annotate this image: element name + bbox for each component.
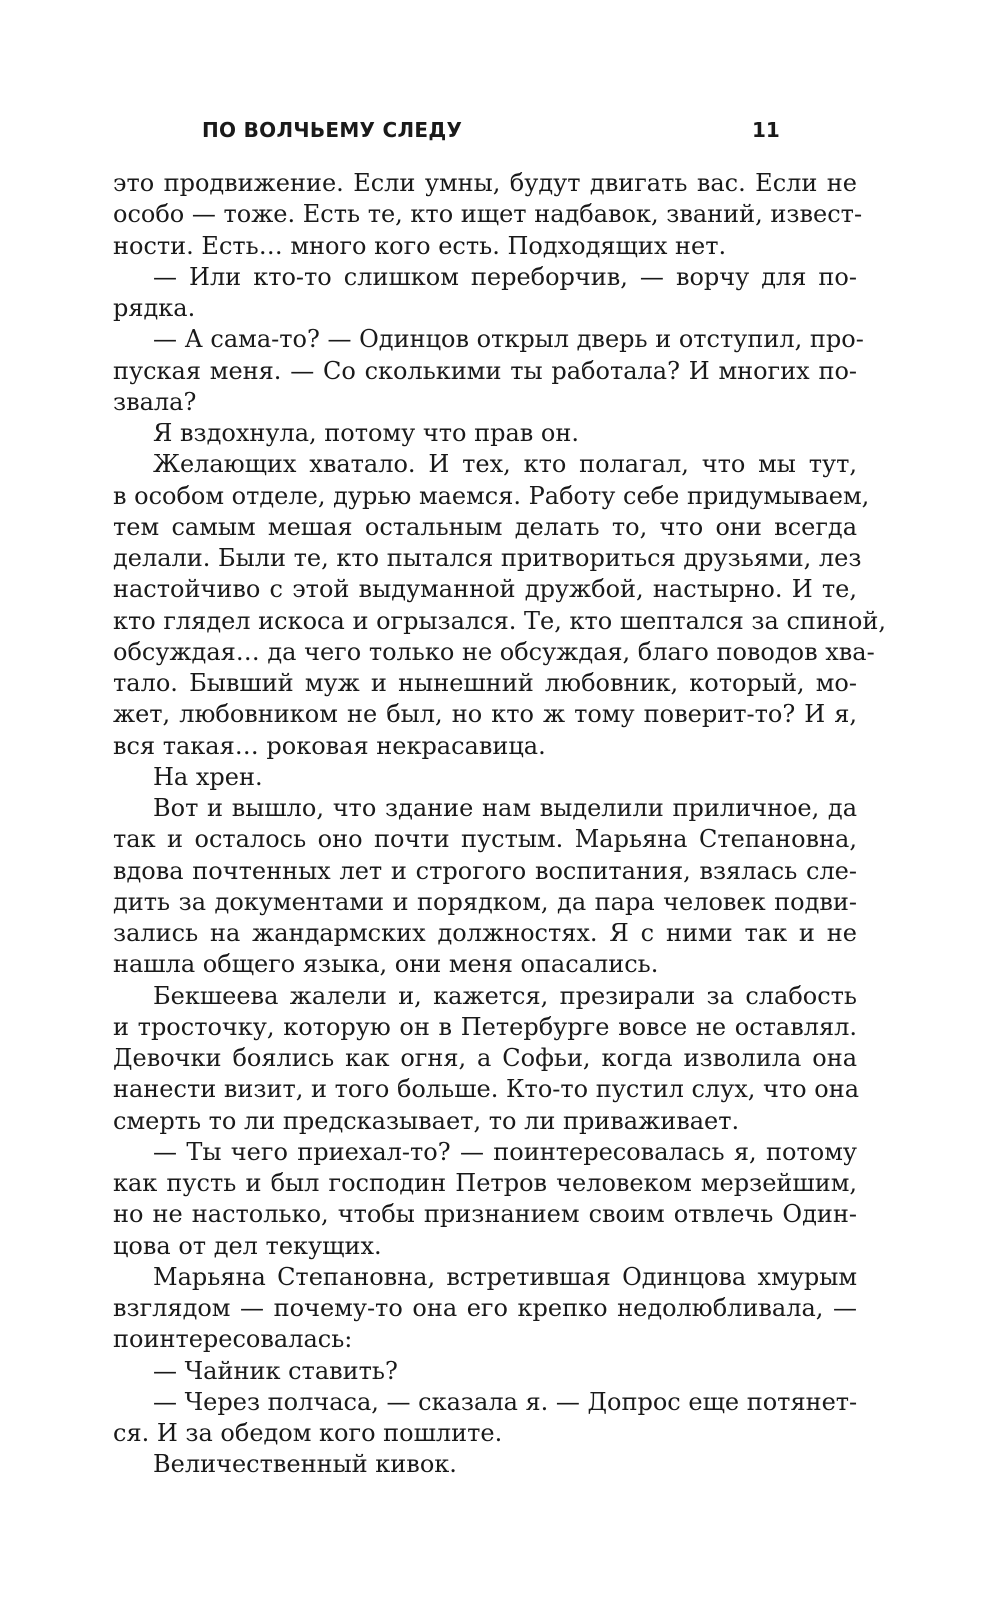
text-line: Я вздохнула, потому что прав он. [153,419,579,447]
text-line: нанести визит, и того больше. Кто-то пустил слух, что она [113,1075,860,1104]
page-number: 11 [752,118,780,142]
text-line: но не настолько, чтобы признанием своим отвлечь Один- [113,1200,857,1229]
text-line: — Или кто-то слишком переборчив, — ворчу для по- [153,262,857,291]
text-line: настойчиво с этой выдуманной дружбой, настырно. И те, [113,575,857,604]
running-head-title: ПО ВОЛЧЬЕМУ СЛЕДУ [202,118,463,142]
text-line: звала? [113,387,197,416]
text-line: кто глядел искоса и огрызался. Те, кто шептался за спиной, [113,606,886,635]
text-line: — А сама-то? — Одинцов открыл дверь и отступил, про- [153,325,864,354]
text-line: это продвижение. Если умны, будут двигать вас. Если не [113,169,857,197]
text-line: рядка. [113,294,196,322]
text-line: Бекшеева жалели и, кажется, презирали за слабость [153,981,857,1010]
text-line: Величественный кивок. [153,1450,457,1479]
text-line: Девочки боялись как огня, а Софьи, когда изволила она [113,1044,857,1072]
text-line: взглядом — почему-то она его крепко недолюбливала, — [113,1294,857,1322]
text-line: жет, любовником не был, но кто ж тому поверит-то? И я, [113,700,857,729]
text-line: тем самым мешая остальным делать то, что они всегда [113,512,857,541]
text-line: делали. Были те, кто пытался притвориться друзьями, лез [113,544,862,572]
text-line: зались на жандармских должностях. Я с ними так и не [113,919,857,947]
text-line: нашла общего языка, они меня опасались. [113,950,659,979]
text-line: ности. Есть… много кого есть. Подходящих нет. [113,231,727,260]
text-line: так и осталось оно почти пустым. Марьяна Степановна, [113,825,857,854]
text-line: Вот и вышло, что здание нам выделили приличное, да [153,794,857,822]
text-line: обсуждая… да чего только не обсуждая, благо поводов хва- [113,637,875,666]
text-line: и тросточку, которую он в Петербурге вовсе не оставлял. [113,1012,857,1041]
body-text [113,168,886,1481]
text-line: как пусть и был господин Петров человеком мерзейшим, [113,1169,857,1197]
text-line: тало. Бывший муж и нынешний любовник, который, мо- [113,669,857,697]
text-line: На хрен. [153,762,263,791]
text-line: пуская меня. — Со сколькими ты работала? И многих по- [113,356,857,385]
text-line: Марьяна Степановна, встретившая Одинцова хмурым [153,1262,857,1291]
text-line: вдова почтенных лет и строгого воспитания, взялась сле- [113,856,857,885]
text-line: смерть то ли предсказывает, то ли приваживает. [113,1106,740,1135]
text-line: поинтересовалась: [113,1325,353,1354]
text-line: ся. И за обедом кого пошлите. [113,1419,503,1447]
text-line: цова от дел текущих. [113,1231,382,1260]
text-line: — Чайник ставить? [153,1356,398,1385]
text-line: Желающих хватало. И тех, кто полагал, что мы тут, [153,450,857,479]
text-line: дить за документами и порядком, да пара человек подви- [113,887,857,916]
text-line: вся такая… роковая некрасавица. [113,731,546,760]
text-line: — Ты чего приехал-то? — поинтересовалась я, потому [153,1137,857,1166]
text-line: особо — тоже. Есть те, кто ищет надбавок, званий, извест- [113,200,863,229]
text-line: — Через полчаса, — сказала я. — Допрос еще потянет- [153,1387,858,1416]
text-line: в особом отделе, дурью маемся. Работу себе придумываем, [113,481,870,510]
